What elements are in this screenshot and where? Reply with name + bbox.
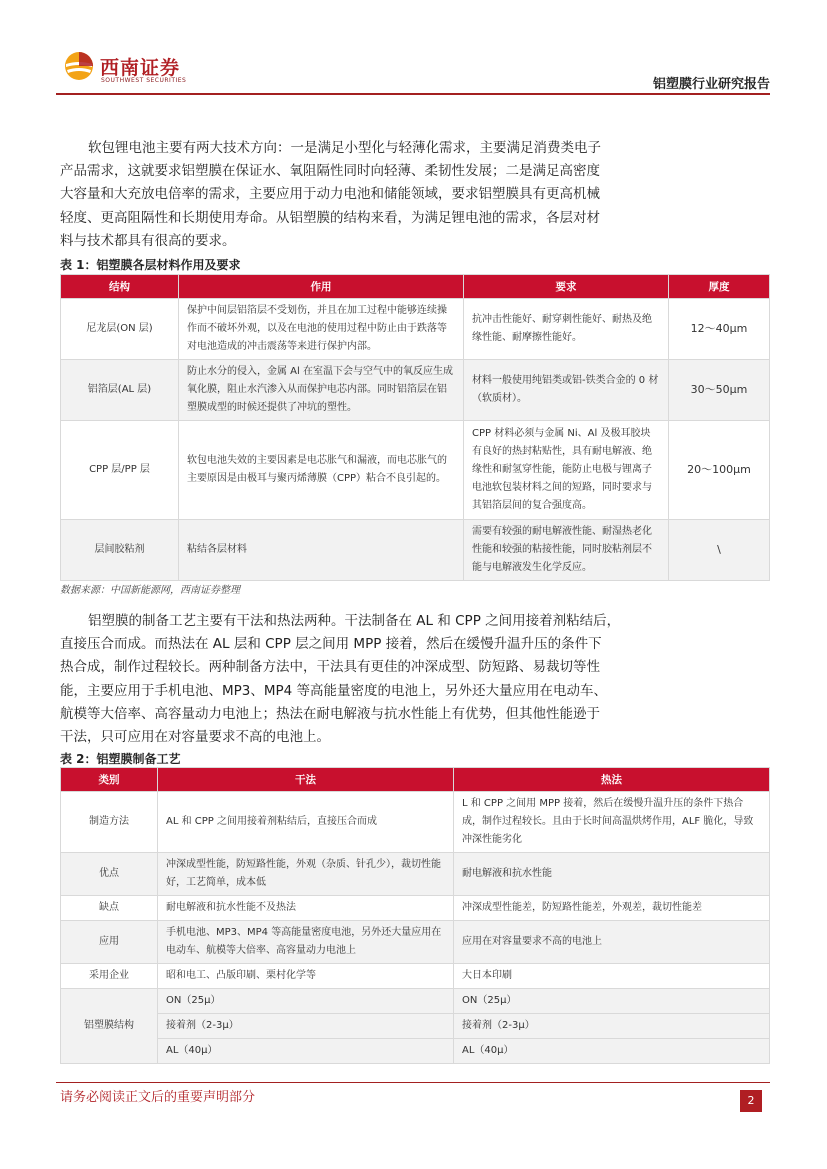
dry-method-cell: 昭和电工、凸版印刷、栗村化学等 (158, 964, 454, 989)
dry-method-cell: 耐电解液和抗水性能不及热法 (158, 896, 454, 921)
paragraph-line: 能，主要应用于手机电池、MP3、MP4 等高能量密度的电池上，另外还大量应用在电动车、 (60, 682, 608, 699)
table1-caption: 表 1：铝塑膜各层材料作用及要求 (60, 258, 241, 272)
requirement-cell: 抗冲击性能好、耐穿刺性能好、耐热及绝缘性能、耐摩擦性能好。 (464, 299, 669, 360)
table-row (61, 1039, 770, 1064)
function-cell: 防止水分的侵入，金属 Al 在室温下会与空气中的氧反应生成氧化膜，阻止水汽渗入从而保护电芯内部。同时铝箔层在铝塑膜成型的时候还提供了冲坑的塑性。 (179, 360, 464, 421)
table-row (61, 1014, 770, 1039)
thickness-cell: 30～50μm (669, 360, 770, 421)
disclaimer-note: 请务必阅读正文后的重要声明部分 (60, 1090, 256, 1105)
heat-method-cell: 接着剂（2-3μ） (454, 1014, 770, 1039)
thickness-cell: 12～40μm (669, 299, 770, 360)
page-number: 2 (740, 1090, 762, 1112)
table-header-row (61, 768, 770, 792)
report-title: 铝塑膜行业研究报告 (652, 77, 770, 92)
paragraph-line: 直接压合而成。而热法在 AL 层和 CPP 层之间用 MPP 接着，然后在缓慢升温升压的条件下 (60, 636, 602, 653)
page-header (56, 45, 770, 93)
table-header-row (61, 275, 770, 299)
dry-method-cell: 手机电池、MP3、MP4 等高能量密度电池，另外还大量应用在电动车、航模等大倍率、高容量动力电池上 (158, 921, 454, 964)
company-logo (64, 49, 224, 89)
category-cell: 铝塑膜结构 (61, 989, 158, 1064)
heat-method-cell: AL（40μ） (454, 1039, 770, 1064)
requirement-cell: CPP 材料必须与金属 Ni、Al 及极耳胶块有良好的热封粘贴性，具有耐电解液、绝缘性和耐氢穿性能，能防止电极与锂离子电池软包装材料之间的短路，同时要求与其铝箔层间的复合强度高。 (464, 421, 669, 520)
paragraph-line: 产品需求，这就要求铝塑膜在保证水、氧阻隔性同时向轻薄、柔韧性发展；二是满足高密度 (60, 163, 600, 180)
column-header: 厚度 (669, 275, 770, 299)
thickness-cell: \ (669, 520, 770, 581)
column-header: 类别 (61, 768, 158, 792)
structure-cell: 铝箔层(AL 层) (61, 360, 179, 421)
dry-method-cell: 冲深成型性能，防短路性能，外观（杂质、针孔少），裁切性能好，工艺简单，成本低 (158, 853, 454, 896)
table-row (61, 989, 770, 1014)
table-row (61, 964, 770, 989)
category-cell: 优点 (61, 853, 158, 896)
intro-paragraph (60, 137, 770, 253)
paragraph-line: 航模等大倍率、高容量动力电池上；热法在耐电解液与抗水性能上有优势，但其他性能逊于 (60, 705, 600, 722)
paragraph-line: 大容量和大充放电倍率的需求，主要应用于动力电池和储能领域，要求铝塑膜具有更高机械 (60, 186, 600, 203)
paragraph-line: 热合成，制作过程较长。两种制备方法中，干法具有更佳的冲深成型、防短路、易裁切等性 (60, 659, 600, 676)
function-cell: 粘结各层材料 (179, 520, 464, 581)
table1-source: 数据来源：中国新能源网，西南证券整理 (60, 585, 240, 596)
table-row (61, 792, 770, 853)
requirement-cell: 需要有较强的耐电解液性能、耐湿热老化性能和较强的粘接性能，同时胶粘剂层不能与电解液发生化学反应。 (464, 520, 669, 581)
heat-method-cell: L 和 CPP 之间用 MPP 接着，然后在缓慢升温升压的条件下热合成，制作过程较长。且由于长时间高温烘烤作用，ALF 脆化，导致冲深性能劣化 (454, 792, 770, 853)
table-row (61, 896, 770, 921)
process-paragraph (60, 610, 770, 749)
thickness-cell: 20～100μm (669, 421, 770, 520)
table-row (61, 360, 770, 421)
table-row (61, 421, 770, 520)
dry-method-cell: AL（40μ） (158, 1039, 454, 1064)
heat-method-cell: ON（25μ） (454, 989, 770, 1014)
column-header: 结构 (61, 275, 179, 299)
heat-method-cell: 冲深成型性能差，防短路性能差，外观差，裁切性能差 (454, 896, 770, 921)
process-comparison-table (60, 767, 770, 1064)
heat-method-cell: 大日本印刷 (454, 964, 770, 989)
category-cell: 应用 (61, 921, 158, 964)
layer-materials-table (60, 274, 770, 581)
function-cell: 保护中间层铝箔层不受划伤，并且在加工过程中能够连续操作而不破坏外观，以及在电池的使用过程中防止由于跌落等对电池造成的冲击震荡等来进行保护内部。 (179, 299, 464, 360)
dry-method-cell: ON（25μ） (158, 989, 454, 1014)
table2-caption: 表 2：铝塑膜制备工艺 (60, 752, 181, 766)
paragraph-line: 铝塑膜的制备工艺主要有干法和热法两种。干法制备在 AL 和 CPP 之间用接着剂粘结后， (88, 613, 621, 629)
logo-chinese-name: 西南证券 (100, 57, 181, 79)
header-divider (56, 93, 770, 95)
requirement-cell: 材料一般使用纯铝类或铝-铁类合金的 0 材（软质材）。 (464, 360, 669, 421)
function-cell: 软包电池失效的主要因素是电芯胀气和漏液，而电芯胀气的主要原因是由极耳与聚丙烯薄膜（CPP）粘合不良引起的。 (179, 421, 464, 520)
paragraph-line: 干法，只可应用在对容量要求不高的电池上。 (60, 729, 330, 746)
paragraph-line: 轻度、更高阻隔性和长期使用寿命。从铝塑膜的结构来看，为满足锂电池的需求，各层对材 (60, 209, 600, 226)
table-row (61, 853, 770, 896)
table-row (61, 299, 770, 360)
heat-method-cell: 应用在对容量要求不高的电池上 (454, 921, 770, 964)
structure-cell: 层间胶粘剂 (61, 520, 179, 581)
category-cell: 制造方法 (61, 792, 158, 853)
paragraph-line: 料与技术都具有很高的要求。 (60, 232, 236, 249)
category-cell: 缺点 (61, 896, 158, 921)
heat-method-cell: 耐电解液和抗水性能 (454, 853, 770, 896)
footer-divider (56, 1082, 770, 1083)
dry-method-cell: AL 和 CPP 之间用接着剂粘结后，直接压合而成 (158, 792, 454, 853)
structure-cell: CPP 层/PP 层 (61, 421, 179, 520)
table-row (61, 921, 770, 964)
logo-english-name: SOUTHWEST SECURITIES (101, 77, 187, 84)
column-header: 干法 (158, 768, 454, 792)
dry-method-cell: 接着剂（2-3μ） (158, 1014, 454, 1039)
structure-cell: 尼龙层(ON 层) (61, 299, 179, 360)
column-header: 要求 (464, 275, 669, 299)
column-header: 热法 (454, 768, 770, 792)
sun-logo-icon (64, 51, 94, 81)
category-cell: 采用企业 (61, 964, 158, 989)
table-row (61, 520, 770, 581)
paragraph-line: 软包锂电池主要有两大技术方向：一是满足小型化与轻薄化需求，主要满足消费类电子 (88, 140, 601, 156)
column-header: 作用 (179, 275, 464, 299)
